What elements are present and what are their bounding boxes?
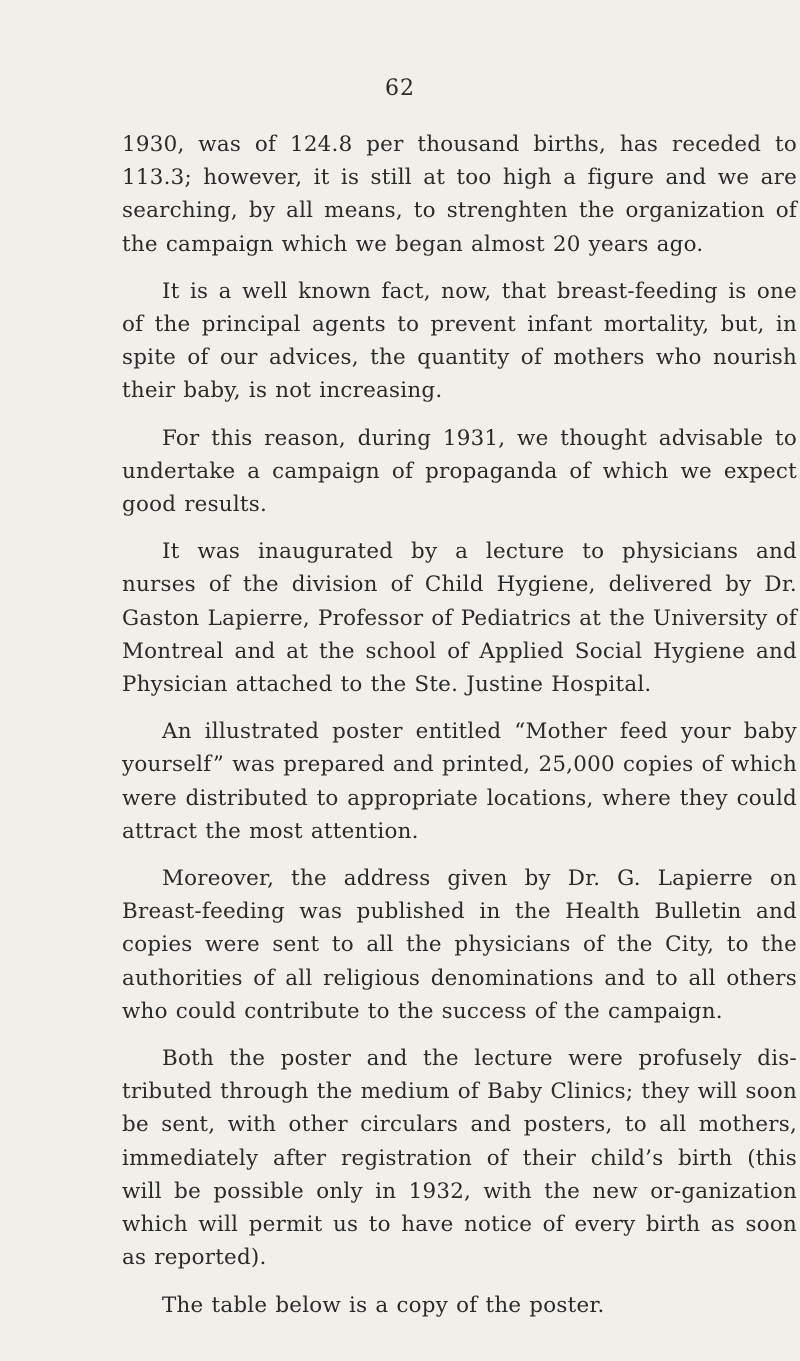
paragraph-2: It is a well known fact, now, that breast-feeding is one of the principal agents to prevent infant mortality, but, in spite of our advices, the quantity of mothers who nourish their baby, is not increasing. bbox=[122, 278, 797, 404]
paragraph-7: Both the poster and the lecture were profusely dis-tributed through the medium of Baby Clinics; they will soon be sent, with other circulars and posters, to all mothers, immediately after registration of their child’s birth (this will be possible only in 1932, with the new or-ganization which will permit us to have notice of every birth as soon as reported). bbox=[122, 1046, 797, 1271]
page-number: 62 bbox=[385, 76, 415, 101]
paragraph-1: 1930, was of 124.8 per thousand births, has receded to 113.3; however, it is still at too high a figure and we are searching, by all means, to strenghten the organization of the campaign which we began almost 20 years ago. bbox=[122, 132, 797, 257]
body-text bbox=[122, 128, 797, 1336]
paragraph-3: For this reason, during 1931, we thought advisable to undertake a campaign of propaganda of which we expect good results. bbox=[122, 425, 797, 518]
paragraph-8: The table below is a copy of the poster. bbox=[162, 1292, 605, 1318]
paragraph-5: An illustrated poster entitled “Mother feed your baby yourself” was prepared and printed, 25,000 copies of which were distributed to appropriate locations, where they could attract the most attention. bbox=[122, 719, 797, 844]
paragraph-4: It was inaugurated by a lecture to physicians and nurses of the division of Child Hygiene, delivered by Dr. Gaston Lapierre, Professor of Pediatrics at the University of Montreal and at the school of Applied Social Hygiene and Physician attached to the Ste. Justine Hospital. bbox=[122, 539, 797, 698]
paragraph-6: Moreover, the address given by Dr. G. Lapierre on Breast-feeding was published in the Health Bulletin and copies were sent to all the physicians of the City, to the authorities of all religious denominations and to all others who could contribute to the success of the campaign. bbox=[122, 866, 797, 1024]
